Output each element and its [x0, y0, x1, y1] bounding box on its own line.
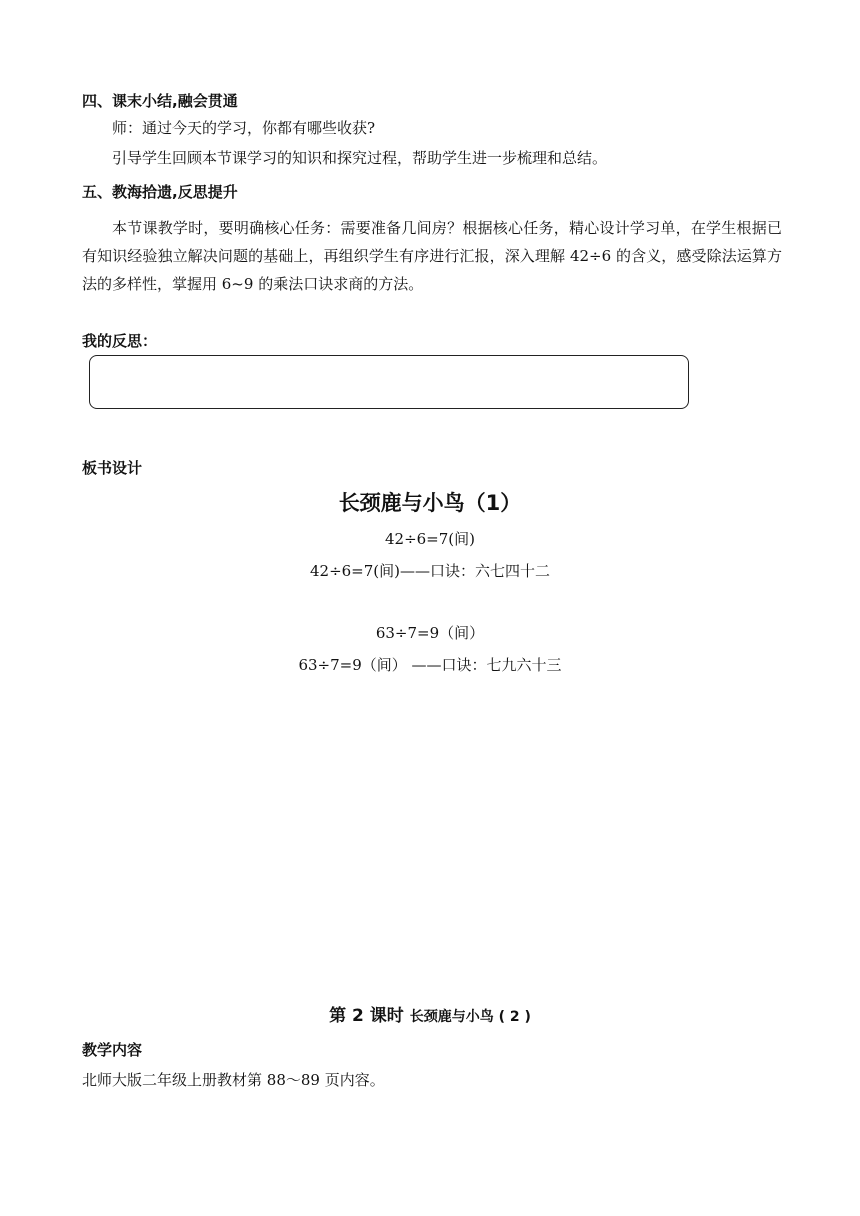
teaching-content-text: 北师大版二年级上册教材第 88～89 页内容。	[82, 1071, 385, 1089]
section4-line1: 师：通过今天的学习，你都有哪些收获?	[112, 119, 376, 137]
section4-line2: 引导学生回顾本节课学习的知识和探究过程，帮助学生进一步梳理和总结。	[112, 149, 608, 167]
lesson2-title-main: 第 2 课时	[329, 1006, 404, 1026]
board-line-3: 63÷7=9（间）	[375, 624, 485, 642]
section5-heading: 五、教海拾遗,反思提升	[82, 183, 238, 201]
board-line-1: 42÷6=7(间)	[384, 530, 475, 548]
section5-paragraph: 本节课教学时，要明确核心任务：需要准备几间房？根据核心任务，精心设计学习单，在学生根据已有知识经验独立解决问题的基础上，再组织学生有序进行汇报，深入理解 42÷6 的含义，感受除法运算方法的多样性，掌握用 6~9 的乘法口诀求商的方法。	[82, 219, 782, 293]
reflection-box[interactable]	[89, 355, 689, 409]
board-design-label: 板书设计	[82, 459, 143, 477]
lesson2-title-sub: 长颈鹿与小鸟 ( 2 )	[409, 1009, 531, 1025]
lesson2-title	[0, 1001, 860, 1026]
section4-heading: 四、课末小结,融会贯通	[82, 92, 238, 110]
board-line-2: 42÷6=7(间)——口诀：六七四十二	[309, 562, 550, 580]
reflection-label: 我的反思：	[82, 332, 158, 350]
board-line-4: 63÷7=9（间） ——口诀：七九六十三	[298, 656, 562, 674]
board-title: 长颈鹿与小鸟（1）	[338, 491, 522, 515]
teaching-content-heading: 教学内容	[82, 1041, 143, 1059]
